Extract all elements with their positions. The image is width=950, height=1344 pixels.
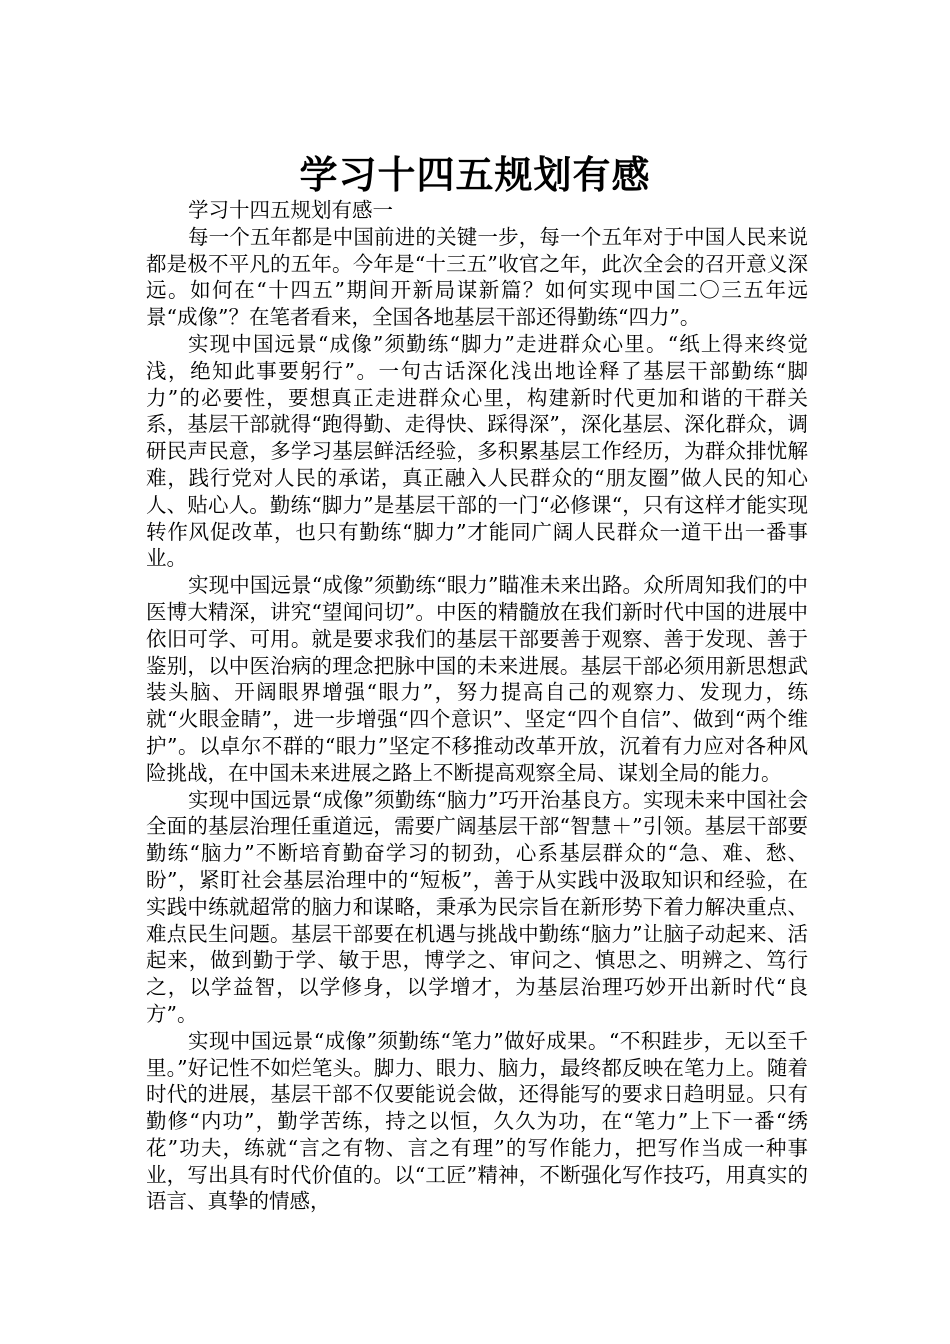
document-title: 学习十四五规划有感 [299,153,651,198]
paragraph-intro: 每一个五年都是中国前进的关键一步，每一个五年对于中国人民来说都是极不平凡的五年。今年是“十三五”收官之年，此次全会的召开意义深远。如何在“十四五”期间开新局谋新篇？如何实现中国二〇三五年远景“成像”？在笔者看来，全国各地基层干部还得勤练“四力”。 [146,224,808,330]
paragraph-foot-power: 实现中国远景“成像”须勤练“脚力”走进群众心里。“纸上得来终觉浅，绝知此事要躬行”。一句古话深化浅出地诠释了基层干部勤练“脚力”的必要性，要想真正走进群众心里，构建新时代更加和谐的干群关系，基层干部就得“跑得勤、走得快、踩得深”，深化基层、深化群众，调研民声民意，多学习基层鲜活经验，多积累基层工作经历，为群众排忧解难，践行党对人民的承诺，真正融入人民群众的“朋友圈”做人民的知心人、贴心人。勤练“脚力”是基层干部的一门“必修课“，只有这样才能实现转作风促改革，也只有勤练“脚力”才能同广阔人民群众一道干出一番事业。 [146,331,808,571]
document-body [146,197,808,1215]
paragraph-pen-power: 实现中国远景“成像”须勤练“笔力”做好成果。“不积跬步，无以至千里。”好记性不如烂笔头。脚力、眼力、脑力，最终都反映在笔力上。随着时代的进展，基层干部不仅要能说会做，还得能写的要求日趋明显。只有勤修“内功”，勤学苦练，持之以恒，久久为功，在“笔力”上下一番“绣花”功夫，练就“言之有物、言之有理”的写作能力，把写作当成一种事业，写出具有时代价值的。以“工匠”精神，不断强化写作技巧，用真实的语言、真挚的情感， [146,1028,808,1214]
paragraph-eye-power: 实现中国远景“成像”须勤练“眼力”瞄准未来出路。众所周知我们的中医博大精深，讲究“望闻问切”。中医的精髓放在我们新时代中国的进展中依旧可学、可用。就是要求我们的基层干部要善于观察、善于发现、善于鉴别，以中医治病的理念把脉中国的未来进展。基层干部必须用新思想武装头脑、开阔眼界增强“眼力”，努力提高自己的观察力、发现力，练就“火眼金睛”，进一步增强“四个意识”、坚定“四个自信”、做到“两个维护”。以卓尔不群的“眼力”坚定不移推动改革开放，沉着有力应对各种风险挑战，在中国未来进展之路上不断提高观察全局、谋划全局的能力。 [146,573,808,785]
paragraph-brain-power: 实现中国远景“成像”须勤练“脑力”巧开治基良方。实现未来中国社会全面的基层治理任重道远，需要广阔基层干部“智慧＋”引领。基层干部要勤练“脑力”不断培育勤奋学习的韧劲，心系基层群众的“急、难、愁、盼”，紧盯社会基层治理中的“短板”，善于从实践中汲取知识和经验，在实践中练就超常的脑力和谋略，秉承为民宗旨在新形势下着力解决重点、难点民生问题。基层干部要在机遇与挑战中勤练“脑力”让脑子动起来、活起来，做到勤于学、敏于思，博学之、审问之、慎思之、明辨之、笃行之，以学益智，以学修身，以学增才，为基层治理巧妙开出新时代“良方”。 [146,787,808,1026]
paragraph-subtitle: 学习十四五规划有感一 [188,198,394,222]
